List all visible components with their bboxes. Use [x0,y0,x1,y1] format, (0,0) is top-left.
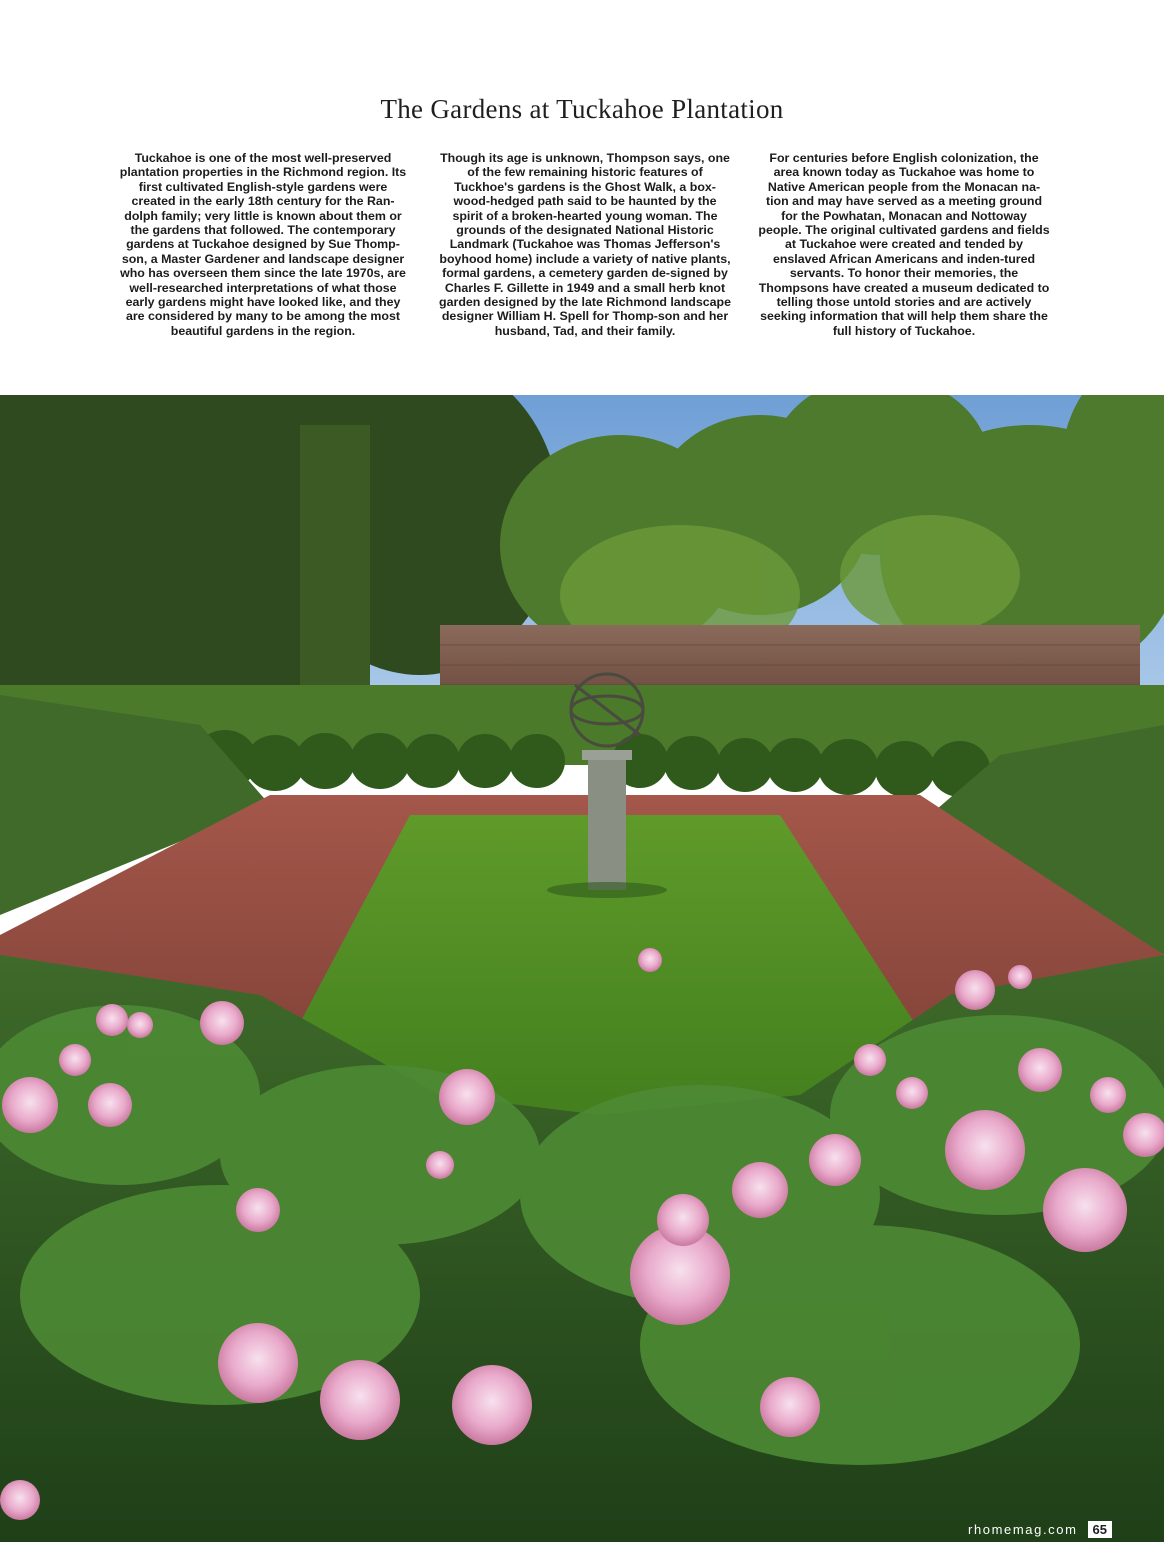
site-url[interactable]: rhomemag.com [968,1522,1078,1537]
column-3-text: For centuries before English colonization, the area known today as Tuckahoe was home to Native American people from the Monacan na-tion and may have served as a meeting ground for the Powhatan, Monacan and Nottoway people. The original cultivated gardens and fields at Tuckahoe were created and tended by enslaved African Americans and inden-tured servants. To honor their memories, the Thompsons have created a museum dedicated to telling those untold stories and are actively seeking information that will help them share the full history of Tuckahoe. [758,151,1050,338]
text-column-1 [117,151,409,338]
text-column-2 [439,151,731,338]
garden-photo [0,395,1164,1542]
column-1-text: Tuckahoe is one of the most well-preserved plantation properties in the Richmond region. Its first cultivated English-style gardens were created in the early 18th century for the Ran-dolph family; very little is known about them or the gardens that followed. The contemporary gardens at Tuckahoe designed by Sue Thomp-son, a Master Gardener and landscape designer who has overseen them since the late 1970s, are well-researched interpretations of what those early gardens might have looked like, and they are considered by many to be among the most beautiful gardens in the region. [119,151,407,338]
page-footer [968,1521,1112,1538]
text-column-3 [758,151,1050,338]
page-number: 65 [1088,1521,1112,1538]
column-2-text: Though its age is unknown, Thompson says, one of the few remaining historic features of Tuckhoe's gardens is the Ghost Walk, a box-wood-hedged path said to be haunted by the spirit of a broken-hearted young woman. The grounds of the designated National Historic Landmark (Tuckahoe was Thomas Jefferson's boyhood home) include a variety of native plants, formal gardens, a cemetery garden de-signed by Charles F. Gillette in 1949 and a small herb knot garden designed by the late Richmond landscape designer William H. Spell for Thomp-son and her husband, Tad, and their family. [439,151,731,338]
article-title: The Gardens at Tuckahoe Plantation [380,94,784,124]
